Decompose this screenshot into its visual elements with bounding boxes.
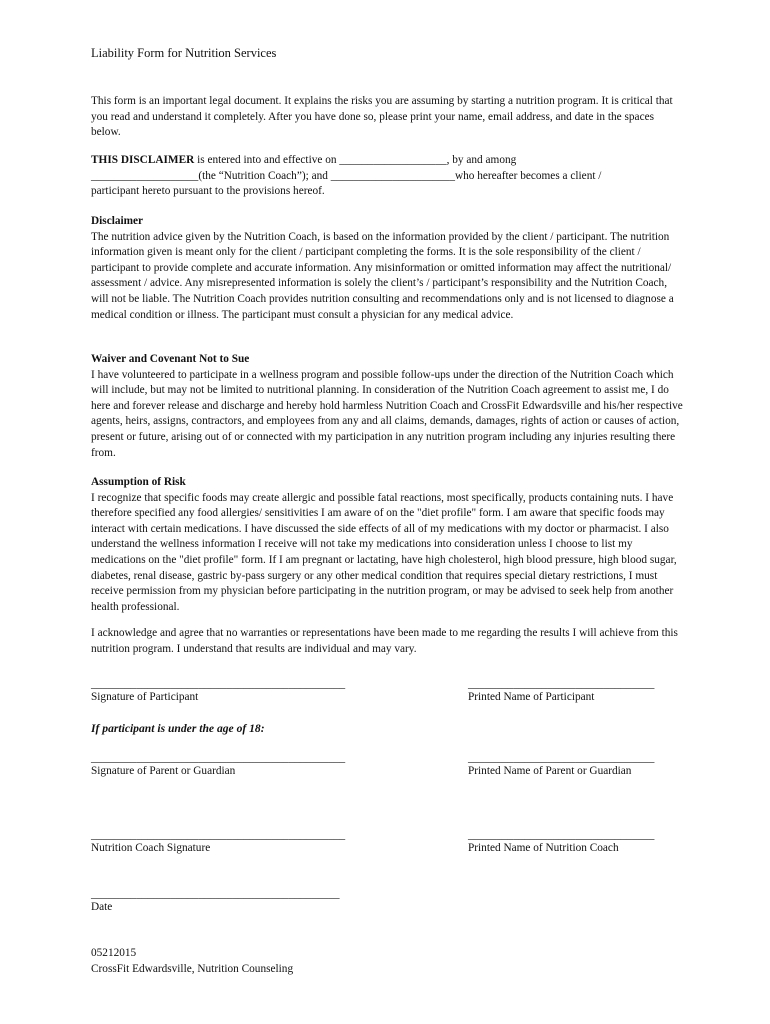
footer-code: 05212015 <box>91 947 137 959</box>
section-body: I recognize that specific foods may create allergic and possible fatal reactions, most specifically, products containing nuts. I have therefore specified any food allergies/ sensitivities I am aware of on the "diet profile" form. I am aware that specific foods may interact with certain medications. I have discussed the side effects of all of my medications with my doctor or pharmacist. I also understand the wellness information I receive will not take my medications into consideration unless I choose to list my medications on the "diet profile" form. If I am pregnant or lactating, have high cholesterol, high blood pressure, high blood sugar, diabetes, renal disease, gastric by-pass surgery or any other medical condition that requires special dietary restrictions, I must receive permission from my physician before participating in the nutrition program, or may be advised to seek help from another health professional. <box>91 491 677 613</box>
coach-signature-label: Nutrition Coach Signature <box>91 842 211 854</box>
date-line[interactable]: ____________________________________________ <box>91 888 340 900</box>
section-waiver <box>91 352 686 461</box>
section-assumption-of-risk <box>91 475 686 615</box>
section-disclaimer <box>91 214 686 323</box>
guardian-name-label: Printed Name of Parent or Guardian <box>468 765 632 777</box>
disclaimer-intro-bold: THIS DISCLAIMER <box>91 154 195 166</box>
guardian-signature-line[interactable]: _____________________________________________ <box>91 752 346 764</box>
date-label: Date <box>91 901 113 913</box>
acknowledgement-paragraph <box>91 626 686 657</box>
section-heading: Assumption of Risk <box>91 476 186 488</box>
acknowledgement-text: I acknowledge and agree that no warranties or representations have been made to me regarding the results I will achieve from this nutrition program. I understand that results are individual and may vary. <box>91 627 678 655</box>
disclaimer-intro-line3: participant hereto pursuant to the provisions hereof. <box>91 185 325 198</box>
coach-name-line[interactable]: _________________________________ <box>468 829 655 841</box>
disclaimer-intro-line1-rest: is entered into and effective on ___________________, by and among <box>194 154 517 166</box>
participant-name-line[interactable]: _________________________________ <box>468 678 655 690</box>
disclaimer-intro <box>91 153 686 200</box>
section-heading: Disclaimer <box>91 215 144 227</box>
disclaimer-intro-line2: ___________________(the “Nutrition Coach”); and ______________________who hereafter becomes a client / <box>91 169 602 182</box>
footer-org: CrossFit Edwardsville, Nutrition Counseling <box>91 962 294 975</box>
participant-signature-line[interactable]: _____________________________________________ <box>91 678 346 690</box>
participant-name-label: Printed Name of Participant <box>468 691 595 703</box>
intro-text: This form is an important legal document. It explains the risks you are assuming by starting a nutrition program. It is critical that you read and understand it completely. After you have done so, please print your name, email address, and date in the spaces below. <box>91 95 673 139</box>
guardian-signature-label: Signature of Parent or Guardian <box>91 765 236 777</box>
intro-paragraph <box>91 94 686 141</box>
footer <box>91 946 293 977</box>
disclaimer-intro-line1 <box>91 153 686 169</box>
section-body: I have volunteered to participate in a wellness program and possible follow-ups under the direction of the Nutrition Coach which will include, but may not be limited to nutritional planning. In consideration of the Nutrition Coach agreement to assist me, I do here and forever release and discharge and hereby hold harmless Nutrition Coach and CrossFit Edwardsville and his/her respective agents, heirs, assigns, contractors, and employees from any and all claims, demands, damages, rights of action or causes of action, present or future, arising out of or connected with my participation in any nutrition program including any injuries resulting there from. <box>91 368 683 459</box>
minor-heading: If participant is under the age of 18: <box>91 722 265 735</box>
document-title: Liability Form for Nutrition Services <box>91 46 277 60</box>
section-heading: Waiver and Covenant Not to Sue <box>91 353 250 365</box>
coach-signature-line[interactable]: _____________________________________________ <box>91 829 346 841</box>
section-body: The nutrition advice given by the Nutrition Coach, is based on the information provided by the client / participant. The nutrition information given is meant only for the client / participant completing the forms. It is the sole responsibility of the client / participant to provide complete and accurate information. Any misinformation or omitted information may affect the nutritional/ assessment / advice. Any misrepresented information is solely the client’s / participant’s responsibility and the Nutrition Coach, will not be liable. The Nutrition Coach provides nutrition consulting and recommendations only and is not licensed to diagnose a medical condition or illness. The participant must consult a physician for any medical advice. <box>91 230 674 321</box>
coach-name-label: Printed Name of Nutrition Coach <box>468 842 619 854</box>
guardian-name-line[interactable]: _________________________________ <box>468 752 655 764</box>
participant-signature-label: Signature of Participant <box>91 691 199 703</box>
